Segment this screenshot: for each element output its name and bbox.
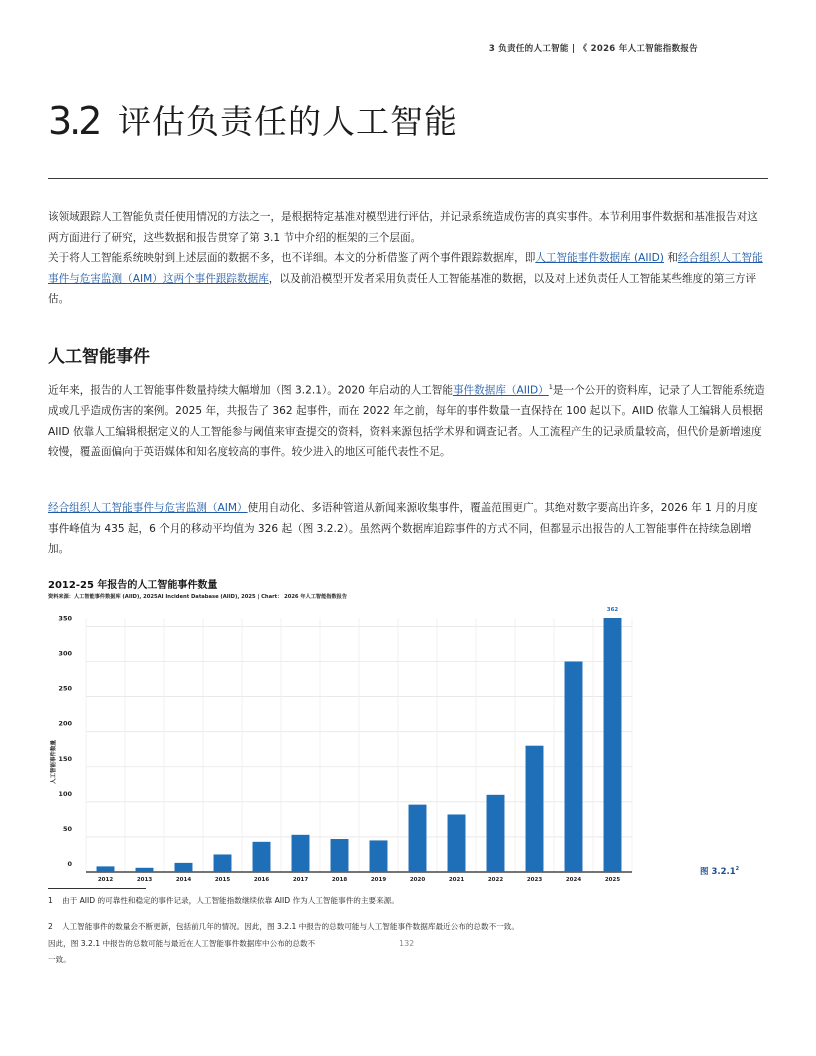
x-tick-labels (98, 877, 620, 883)
footnote-1 (48, 894, 748, 908)
x-tick-2014: 2014 (175, 877, 192, 883)
bar-2022 (487, 795, 505, 872)
bar-2012 (97, 866, 115, 872)
footnote-divider (48, 888, 146, 889)
section-title: 评估负责任的人工智能 (118, 102, 458, 141)
incidents-text-c: 使用自动化、多语种管道从新闻来源收集事件，覆盖范围更广。其绝对数字要高出许多，2026 年 1 月的月度事件峰值为 435 起，6 个月的移动平均值为 326 起（图 3.2.2）。虽然两个数据库追踪事件的方式不同，但都显示出报告的人工智能事件在持续急剧增加。 (48, 502, 758, 555)
bar-2016 (253, 842, 271, 872)
y-tick-300: 300 (58, 649, 72, 658)
footnote-2-continued: 因此，图 3.2.1 中报告的总数可能与最近在人工智能事件数据库中公布的总数不 (48, 939, 316, 948)
footnote-2 (48, 920, 748, 934)
bar-2023 (526, 746, 544, 872)
bar-2018 (331, 839, 349, 872)
running-head: 3 负责任的人工智能 | 《 2026 年人工智能指数报告 (488, 44, 698, 54)
x-tick-2020: 2020 (409, 877, 426, 883)
y-tick-labels (58, 614, 72, 868)
section-number: 3.2 (48, 99, 100, 143)
bar-2020 (409, 805, 427, 872)
footnote-2-end: 一致。 (48, 955, 71, 964)
x-tick-2017: 2017 (292, 877, 309, 883)
page-number: 132 (399, 939, 415, 948)
footnote-ref-1[interactable]: 1 (548, 383, 553, 391)
data-labels (607, 607, 619, 613)
x-tick-2015: 2015 (214, 877, 231, 883)
incidents-text-b: 是一个公开的资料库，记录了人工智能系统造成或几乎造成伤害的案例。2025 年，共报告了 362 起事件，而在 2022 年之前，每年的事件数量一直保持在 100 起以下。AIID 依靠人工编辑人员根据AIID 依靠人工编辑根据定义的人工智能参与阈值来审查提交的资料，资料来源包括学术界和调查记者。人工流程产生的记录质量较高，但代价是新增速度较慢，覆盖面偏向于英语媒体和知名度较高的事件。较少进入的地区可能代表性不足。 (48, 384, 765, 459)
chart-source: 资料来源：人工智能事件数据库 (AIID), 2025AI Incident Database (AIID), 2025 | Chart： 2026 年人工智能指数报告 (48, 594, 348, 600)
figure-label-text: 图 3.2.1 (700, 867, 736, 877)
bar-2025 (604, 618, 622, 872)
title-divider (48, 178, 768, 179)
footnote-1-number: 1 (48, 896, 53, 905)
x-tick-2025: 2025 (604, 877, 621, 883)
intro-text-c: ，以及前沿模型开发者采用负责任人工智能基准的数据，以及对上述负责任人工智能某些维度的第三方评估。 (48, 272, 757, 305)
x-tick-2016: 2016 (253, 877, 270, 883)
incidents-paragraph-1 (48, 377, 768, 463)
x-tick-2021: 2021 (448, 877, 465, 883)
y-tick-150: 150 (58, 754, 72, 763)
data-label-2025: 362 (606, 607, 619, 613)
intro-text-b: 和 (663, 252, 678, 264)
figure-footnote-ref[interactable]: 2 (735, 866, 740, 873)
bar-2015 (214, 854, 232, 872)
bar-2021 (448, 814, 466, 872)
oecd-aim-link[interactable]: 经合组织人工智能事件与危害监测（AIM） (48, 502, 248, 514)
footnote-2-text: 人工智能事件的数量会不断更新，包括前几年的情况。因此，图 3.2.1 中报告的总数可能与人工智能事件数据库最近公布的总数不一致。 (62, 922, 519, 931)
x-tick-2018: 2018 (331, 877, 348, 883)
bar-2017 (292, 835, 310, 872)
intro-paragraph-2 (48, 248, 768, 310)
y-tick-0: 0 (67, 860, 72, 868)
figure-label (700, 865, 739, 877)
footnote-2-number: 2 (48, 922, 53, 931)
footnote-1-text: 由于 AIID 的可靠性和稳定的事件记录，人工智能指数继续依靠 AIID 作为人工智能事件的主要来源。 (62, 896, 399, 905)
chart-title: 2012-25 年报告的人工智能事件数量 (48, 580, 218, 591)
y-tick-250: 250 (58, 684, 72, 693)
incidents-paragraph-2 (48, 498, 768, 560)
y-tick-50: 50 (62, 824, 72, 833)
bar-2019 (370, 840, 388, 872)
y-tick-350: 350 (58, 614, 72, 623)
bar-2024 (565, 662, 583, 872)
aim-link[interactable]: 经合组织人工智能事件与危害监测（AIM）这两个事件跟踪数据库 (48, 252, 763, 285)
x-tick-2013: 2013 (136, 877, 153, 883)
incident-database-link[interactable]: 事件数据库（AIID） (452, 384, 549, 397)
x-tick-2022: 2022 (487, 877, 504, 883)
intro-paragraph-1: 该领域跟踪人工智能负责任使用情况的方法之一，是根据特定基准对模型进行评估，并记录系统造成伤害的真实事件。本节利用事件数据和基准报告对这两方面进行了研究，这些数据和报告贯穿了第 3.1 节中介绍的框架的三个层面。 (48, 211, 758, 244)
incidents-bar-chart (44, 600, 644, 890)
intro-text-a: 关于将人工智能系统映射到上述层面的数据不多，也不详细。本文的分析借鉴了两个事件跟踪数据库，即 (48, 252, 536, 264)
bar-2013 (136, 868, 154, 872)
x-tick-2023: 2023 (526, 877, 543, 883)
x-tick-2024: 2024 (565, 877, 582, 883)
x-tick-2019: 2019 (370, 877, 387, 883)
chart-grid (86, 618, 632, 872)
bar-2014 (175, 863, 193, 872)
y-tick-200: 200 (58, 719, 72, 728)
aiid-link[interactable]: 人工智能事件数据库 (AIID) (535, 252, 664, 264)
y-tick-100: 100 (58, 789, 72, 798)
incidents-text-a: 近年来，报告的人工智能事件数量持续大幅增加（图 3.2.1）。2020 年启动的人工智能 (48, 384, 453, 397)
x-tick-2012: 2012 (97, 877, 114, 883)
y-axis-label: 人工智能事件数量 (51, 739, 57, 785)
incidents-heading: 人工智能事件 (48, 347, 150, 367)
